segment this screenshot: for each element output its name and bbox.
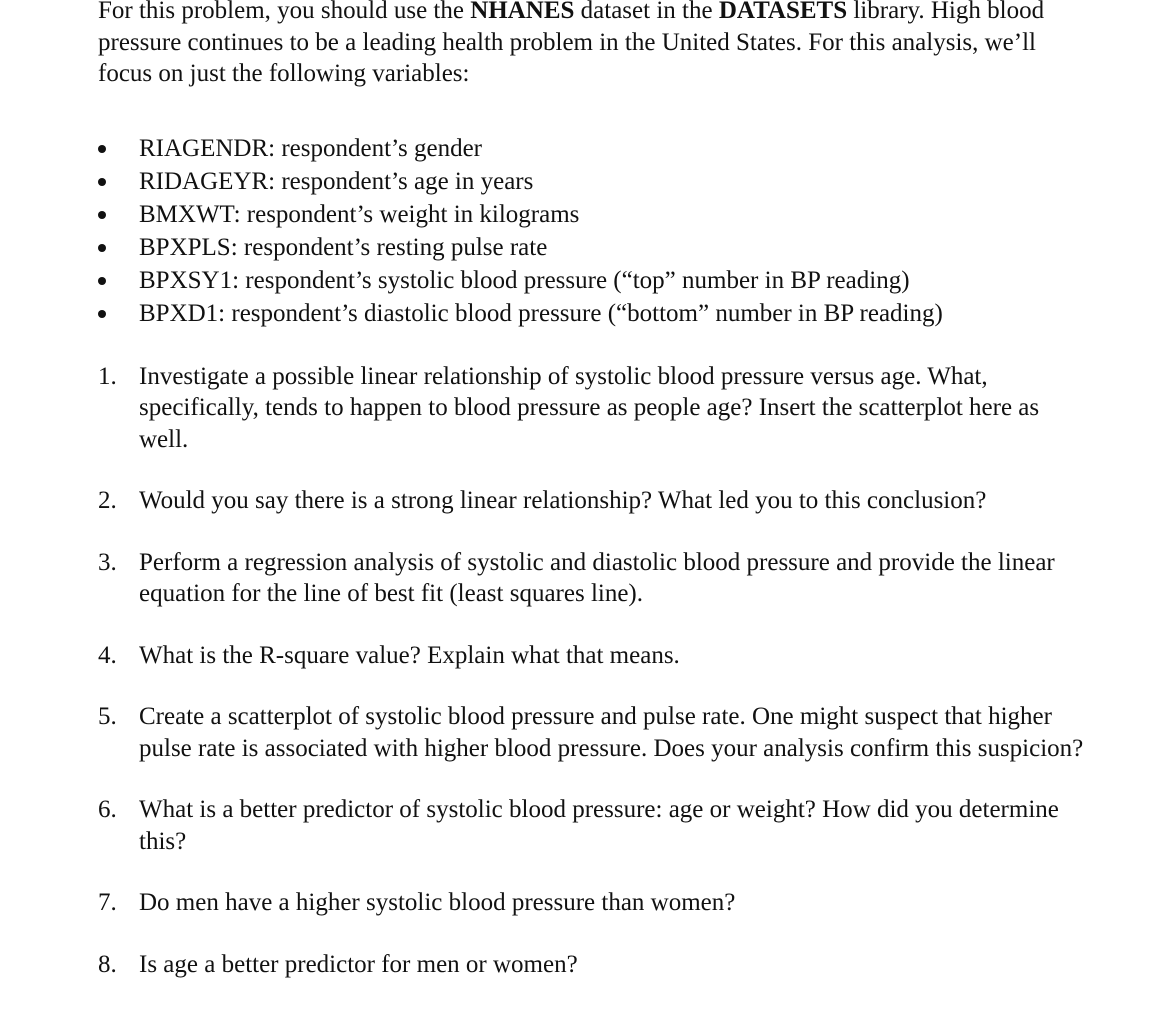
question-text: What is a better predictor of systolic blood pressure: age or weight? How did you determine this? [139,796,1059,855]
question-text: Do men have a higher systolic blood pressure than women? [139,889,736,916]
variable-list [98,133,1088,331]
question-number: 5. [98,703,117,730]
question-item [98,640,1088,672]
variable-item [98,166,1088,199]
question-item [98,794,1088,857]
document-page [98,0,1088,980]
bullet-icon [98,244,106,252]
variable-name: BPXD1: [139,299,226,327]
dataset-name: NHANES [470,0,575,24]
variable-desc: respondent’s diastolic blood pressure (“bottom” number in BP reading) [225,299,943,327]
variable-name: RIDAGEYR: [139,167,276,195]
variable-name: RIAGENDR: [139,134,276,162]
question-list [98,361,1088,981]
intro-text-3: library. High blood pressure continues to be a leading health problem in the United States. For this analysis, we’ll focus on just the following variables: [98,0,1045,87]
bullet-icon [98,145,106,153]
question-item [98,547,1088,610]
variable-item [98,265,1088,298]
question-item [98,701,1088,764]
intro-paragraph [98,0,1088,90]
question-text: Create a scatterplot of systolic blood pressure and pulse rate. One might suspect that higher pulse rate is associated with higher blood pressure. Does your analysis confirm this suspicion? [139,703,1084,762]
bullet-icon [98,310,106,318]
intro-text-2: dataset in the [574,0,719,24]
variable-desc: respondent’s gender [275,134,482,162]
question-item [98,361,1088,456]
variable-desc: respondent’s resting pulse rate [237,233,548,261]
variable-item [98,298,1088,331]
question-number: 6. [98,796,117,823]
question-number: 7. [98,889,117,916]
question-text: Perform a regression analysis of systolic and diastolic blood pressure and provide the linear equation for the line of best fit (least squares line). [139,548,1055,607]
question-text: What is the R-square value? Explain what that means. [139,641,680,669]
variable-desc: respondent’s weight in kilograms [240,200,580,228]
bullet-icon [98,211,106,219]
variable-name: BPXSY1: [139,266,240,294]
variable-item [98,199,1088,232]
variable-item [98,133,1088,166]
variable-name: BPXPLS: [139,233,238,261]
bullet-icon [98,178,106,186]
question-text: Would you say there is a strong linear relationship? What led you to this conclusion? [139,487,987,514]
variable-item [98,232,1088,265]
variable-desc: respondent’s age in years [275,167,534,195]
library-name: DATASETS [718,0,848,24]
question-number: 8. [98,950,117,978]
question-item [98,887,1088,919]
question-number: 3. [98,548,117,576]
intro-text-1: For this problem, you should use the [98,0,471,24]
question-item [98,485,1088,517]
question-text: Is age a better predictor for men or women? [139,950,578,978]
question-number: 2. [98,487,117,514]
question-number: 4. [98,641,117,669]
question-item [98,949,1088,981]
variable-name: BMXWT: [139,200,241,228]
variable-desc: respondent’s systolic blood pressure (“top” number in BP reading) [239,266,910,294]
bullet-icon [98,277,106,285]
question-number: 1. [98,362,117,390]
question-text: Investigate a possible linear relationship of systolic blood pressure versus age. What, specifically, tends to happen to blood pressure as people age? Insert the scatterplot here as well. [139,362,1040,453]
